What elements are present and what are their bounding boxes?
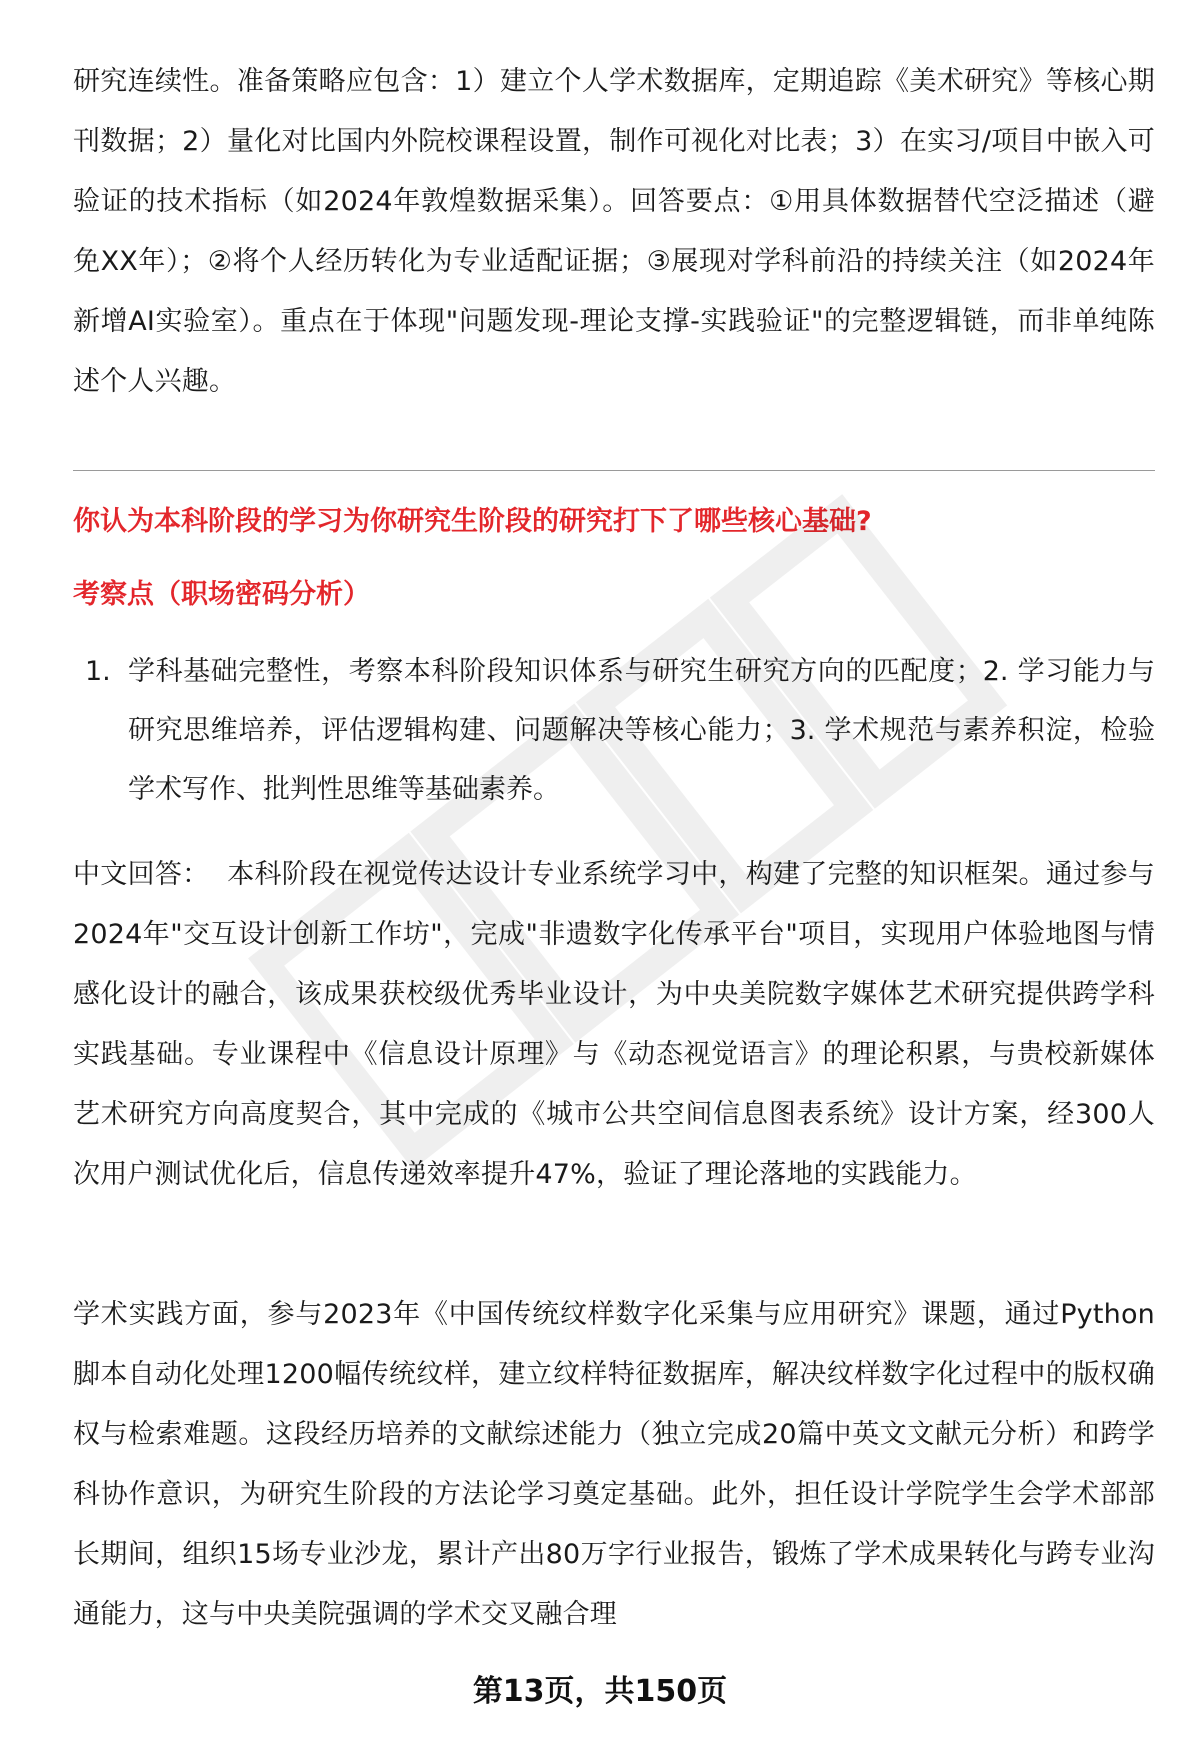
paragraph-top: 研究连续性。准备策略应包含：1）建立个人学术数据库，定期追踪《美术研究》等核心期刊数据；2）量化对比国内外院校课程设置，制作可视化对比表；3）在实习/项目中嵌入可验证的技术指标（如2024年敦煌数据采集）。回答要点：①用具体数据替代空泛描述（避免XX年）；②将个人经历转化为专业适配证据；③展现对学科前沿的持续关注（如2024年新增AI实验室）。重点在于体现"问题发现-理论支撑-实践验证"的完整逻辑链，而非单纯陈述个人兴趣。 bbox=[73, 66, 1155, 397]
document-page bbox=[73, 0, 1155, 1755]
answer-label: 中文回答： bbox=[73, 859, 210, 890]
section-divider bbox=[73, 470, 1155, 471]
list-item-text: 学科基础完整性，考察本科阶段知识体系与研究生研究方向的匹配度；2. 学习能力与研究思维培养，评估逻辑构建、问题解决等核心能力；3. 学术规范与素养积淀，检验学术写作、批判性思维等基础素养。 bbox=[128, 656, 1155, 805]
answer-paragraph-2: 学术实践方面，参与2023年《中国传统纹样数字化采集与应用研究》课题，通过Python脚本自动化处理1200幅传统纹样，建立纹样特征数据库，解决纹样数字化过程中的版权确权与检索难题。这段经历培养的文献综述能力（独立完成20篇中英文文献元分析）和跨学科协作意识，为研究生阶段的方法论学习奠定基础。此外，担任设计学院学生会学术部部长期间，组织15场专业沙龙，累计产出80万字行业报告，锻炼了学术成果转化与跨专业沟通能力，这与中央美院强调的学术交叉融合理 bbox=[73, 1299, 1155, 1630]
list-item-number: 1. bbox=[85, 656, 111, 687]
question-heading: 你认为本科阶段的学习为你研究生阶段的研究打下了哪些核心基础? bbox=[73, 506, 872, 537]
list-item bbox=[73, 642, 1155, 819]
answer-paragraph-1 bbox=[73, 845, 1155, 1205]
page-footer: 第13页，共150页 bbox=[472, 1674, 728, 1709]
answer-paragraph-1-text: 本科阶段在视觉传达设计专业系统学习中，构建了完整的知识框架。通过参与2024年"交互设计创新工作坊"，完成"非遗数字化传承平台"项目，实现用户体验地图与情感化设计的融合，该成果获校级优秀毕业设计，为中央美院数字媒体艺术研究提供跨学科实践基础。专业课程中《信息设计原理》与《动态视觉语言》的理论积累，与贵校新媒体艺术研究方向高度契合，其中完成的《城市公共空间信息图表系统》设计方案，经300人次用户测试优化后，信息传递效率提升47%，验证了理论落地的实践能力。 bbox=[73, 859, 1155, 1190]
exam-point-list bbox=[73, 642, 1155, 819]
exam-point-heading: 考察点（职场密码分析） bbox=[73, 579, 370, 610]
